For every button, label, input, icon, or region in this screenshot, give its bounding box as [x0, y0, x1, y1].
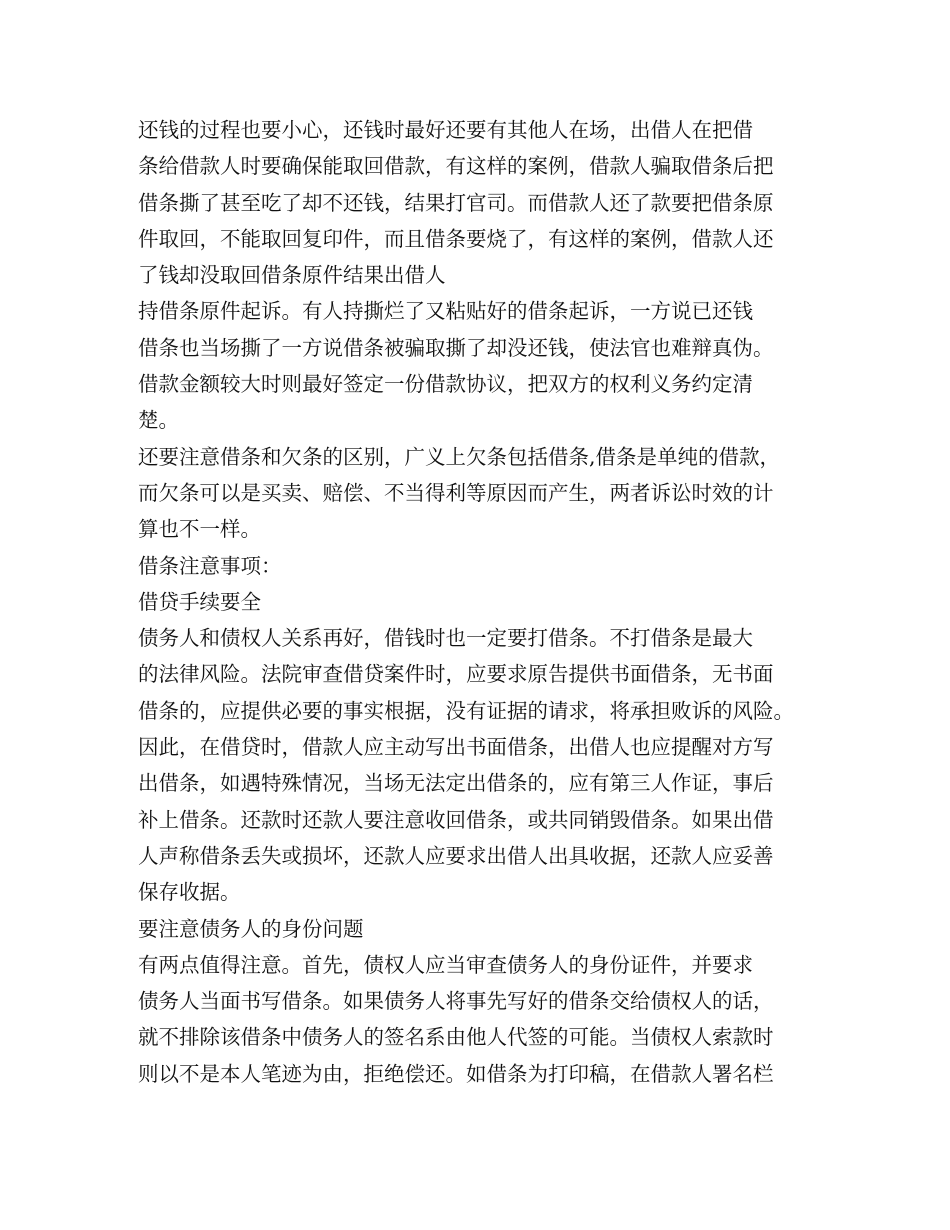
- text-line: 出借条，如遇特殊情况，当场无法定出借条的，应有第三人作证，事后: [138, 771, 774, 796]
- text-line: 则以不是本人笔迹为由，拒绝偿还。如借条为打印稿，在借款人署名栏: [138, 1061, 774, 1086]
- text-line: 借条也当场撕了一方说借条被骗取撕了却没还钱，使法官也难辩真伪。: [138, 335, 774, 360]
- text-line: 借款金额较大时则最好签定一份借款协议，把双方的权利义务约定清: [138, 372, 753, 397]
- subsection-heading: 要注意债务人的身份问题: [138, 916, 364, 941]
- text-line: 还钱的过程也要小心，还钱时最好还要有其他人在场，出借人在把借: [138, 118, 753, 142]
- text-line: 了钱却没取回借条原件结果出借人: [138, 263, 446, 288]
- text-line: 借条的，应提供必要的事实根据，没有证据的请求，将承担败诉的风险。: [138, 698, 794, 723]
- text-line: 因此，在借贷时，借款人应主动写出书面借条，出借人也应提醒对方写: [138, 735, 774, 760]
- text-line: 债务人当面书写借条。如果债务人将事先写好的借条交给债权人的话，: [138, 989, 774, 1014]
- text-line: 保存收据。: [138, 880, 241, 905]
- text-line: 持借条原件起诉。有人持撕烂了又粘贴好的借条起诉，一方说已还钱: [138, 299, 753, 324]
- text-line: 人声称借条丢失或损坏，还款人应要求出借人出具收据，还款人应妥善: [138, 843, 774, 868]
- text-line: 债务人和债权人关系再好，借钱时也一定要打借条。不打借条是最大: [138, 626, 753, 651]
- text-line: 件取回，不能取回复印件，而且借条要烧了，有这样的案例，借款人还: [138, 226, 774, 251]
- text-line: 条给借款人时要确保能取回借款，有这样的案例，借款人骗取借条后把: [138, 154, 774, 179]
- text-line: 补上借条。还款时还款人要注意收回借条，或共同销毁借条。如果出借: [138, 807, 774, 832]
- section-heading: 借条注意事项：: [138, 553, 282, 578]
- document-body: [138, 112, 828, 1092]
- text-line: 的法律风险。法院审查借贷案件时，应要求原告提供书面借条，无书面: [138, 662, 774, 687]
- text-line: 就不排除该借条中债务人的签名系由他人代签的可能。当债权人索款时: [138, 1025, 774, 1050]
- text-line: 有两点值得注意。首先，债权人应当审查债务人的身份证件，并要求: [138, 952, 753, 977]
- text-line: 楚。: [138, 408, 179, 433]
- text-line: 借条撕了甚至吃了却不还钱，结果打官司。而借款人还了款要把借条原: [138, 190, 774, 215]
- subsection-heading: 借贷手续要全: [138, 589, 261, 614]
- text-line: 而欠条可以是买卖、赔偿、不当得利等原因而产生，两者诉讼时效的计: [138, 480, 774, 505]
- text-line: 算也不一样。: [138, 517, 261, 542]
- text-line: 还要注意借条和欠条的区别，广义上欠条包括借条,借条是单纯的借款，: [138, 444, 781, 469]
